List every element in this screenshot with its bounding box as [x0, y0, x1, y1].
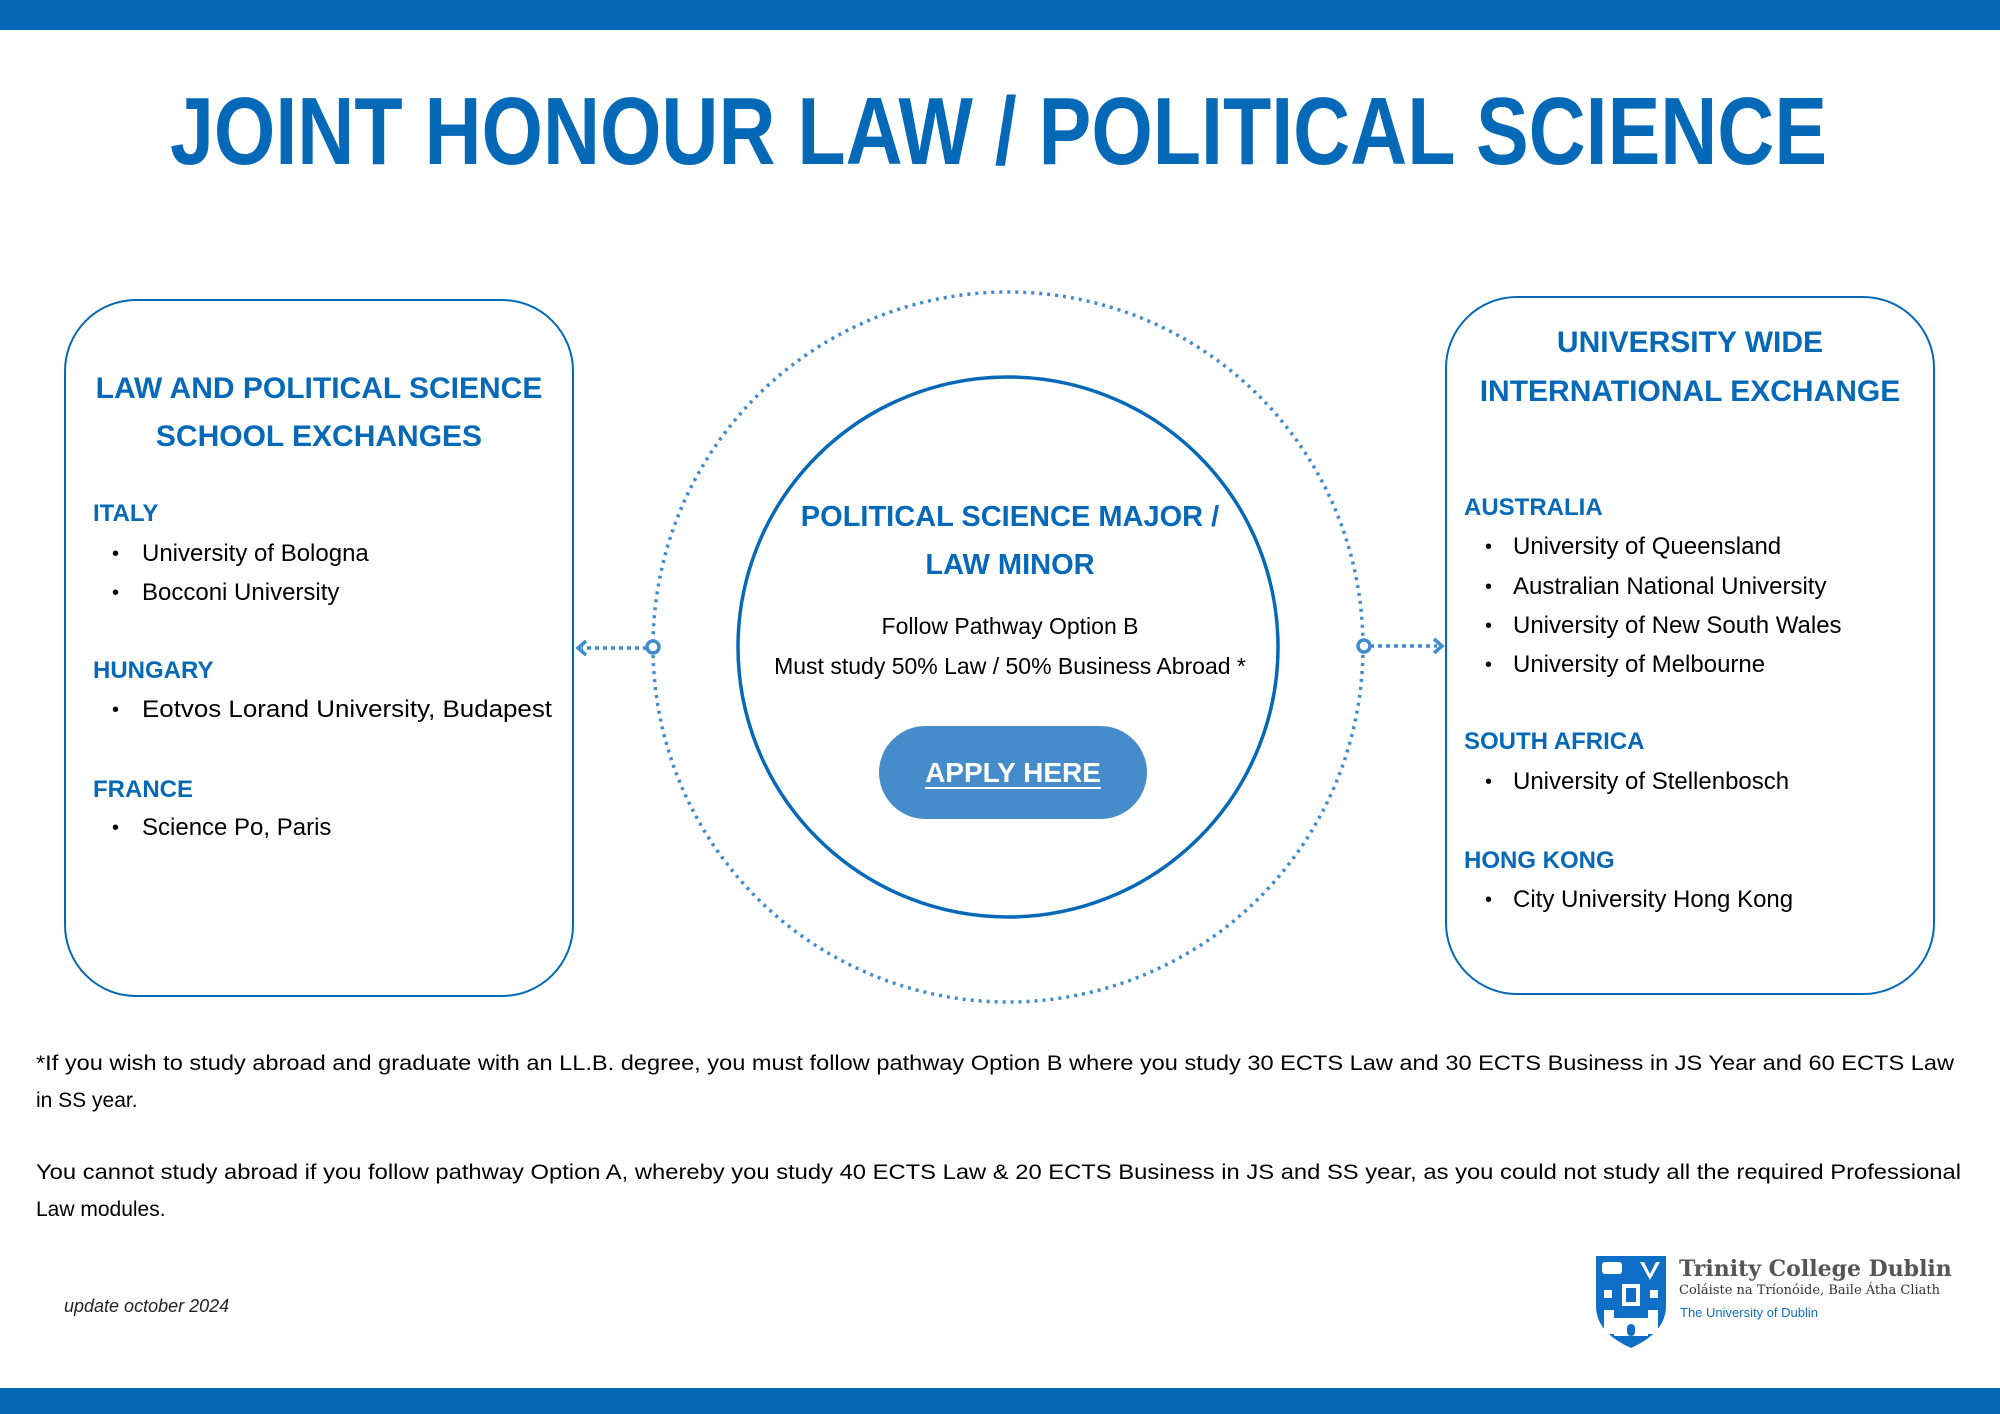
- university-item: Science Po, Paris: [142, 814, 332, 841]
- university-item: University of Melbourne: [1513, 651, 1766, 678]
- pathway-option-text: Follow Pathway Option B: [881, 613, 1139, 639]
- footnote-para1-line2: in SS year.: [36, 1089, 138, 1112]
- logo-irish-name: Coláiste na Tríonóide, Baile Átha Cliath: [1679, 1283, 1941, 1298]
- university-item: Australian National University: [1513, 573, 1827, 600]
- country-heading-australia: AUSTRALIA: [1464, 494, 1603, 521]
- left-panel-title-line2: SCHOOL EXCHANGES: [155, 420, 483, 453]
- country-heading-italy: ITALY: [93, 500, 159, 527]
- university-item: University of Bologna: [142, 540, 369, 567]
- footnote-para1-line1: *If you wish to study abroad and graduate with an LL.B. degree, you must follow pathway Option B where you study 30 ECTS Law and 30 ECTS Business in JS Year and 60 ECTS Law: [36, 1052, 1954, 1075]
- university-item: University of New South Wales: [1513, 612, 1842, 639]
- university-item: Eotvos Lorand University, Budapest: [142, 696, 552, 723]
- country-heading-south-africa: SOUTH AFRICA: [1464, 728, 1645, 755]
- outer-dotted-circle: [653, 292, 1363, 1002]
- university-item: City University Hong Kong: [1513, 886, 1794, 913]
- bullet-icon: •: [1485, 536, 1493, 558]
- country-heading-hungary: HUNGARY: [93, 657, 214, 684]
- bullet-icon: •: [1485, 576, 1493, 598]
- university-item: University of Stellenbosch: [1513, 768, 1790, 795]
- footnote-para2-line1: You cannot study abroad if you follow pathway Option A, whereby you study 40 ECTS Law & 20 ECTS Business in JS and SS year, as you could not study all the required Professional: [36, 1161, 1961, 1184]
- bullet-icon: •: [1485, 654, 1493, 676]
- right-arrow-connector: [1358, 639, 1442, 653]
- footnote-para2-line2: Law modules.: [36, 1198, 166, 1221]
- bullet-icon: •: [112, 543, 120, 565]
- bullet-icon: •: [112, 699, 120, 721]
- study-split-text: Must study 50% Law / 50% Business Abroad *: [774, 653, 1246, 679]
- bullet-icon: •: [112, 817, 120, 839]
- bullet-icon: •: [1485, 615, 1493, 637]
- center-title-line1: POLITICAL SCIENCE MAJOR /: [800, 501, 1220, 533]
- university-item: Bocconi University: [142, 579, 340, 606]
- bullet-icon: •: [1485, 889, 1493, 911]
- bullet-icon: •: [112, 582, 120, 604]
- page-title: JOINT HONOUR LAW / POLITICAL SCIENCE: [170, 78, 1827, 185]
- connector-node-icon: [647, 641, 659, 653]
- country-heading-france: FRANCE: [93, 776, 193, 803]
- left-arrow-connector: [578, 641, 659, 655]
- bullet-icon: •: [1485, 771, 1493, 793]
- university-item: University of Queensland: [1513, 533, 1782, 560]
- connector-node-icon: [1358, 640, 1370, 652]
- right-panel-title-line1: UNIVERSITY WIDE: [1556, 326, 1824, 359]
- logo-name: Trinity College Dublin: [1679, 1256, 1952, 1282]
- update-date-note: update october 2024: [64, 1296, 230, 1316]
- center-title-line2: LAW MINOR: [925, 549, 1095, 581]
- inner-circle: [738, 377, 1278, 917]
- right-panel-title-line2: INTERNATIONAL EXCHANGE: [1479, 375, 1901, 408]
- crest-shield-icon: [1594, 1254, 1668, 1350]
- bottom-banner-bar: [0, 1388, 2000, 1414]
- logo-subtitle: The University of Dublin: [1680, 1305, 1818, 1320]
- country-heading-hong-kong: HONG KONG: [1464, 847, 1615, 874]
- apply-here-button[interactable]: APPLY HERE: [879, 726, 1147, 819]
- left-panel-title-line1: LAW AND POLITICAL SCIENCE: [95, 372, 543, 405]
